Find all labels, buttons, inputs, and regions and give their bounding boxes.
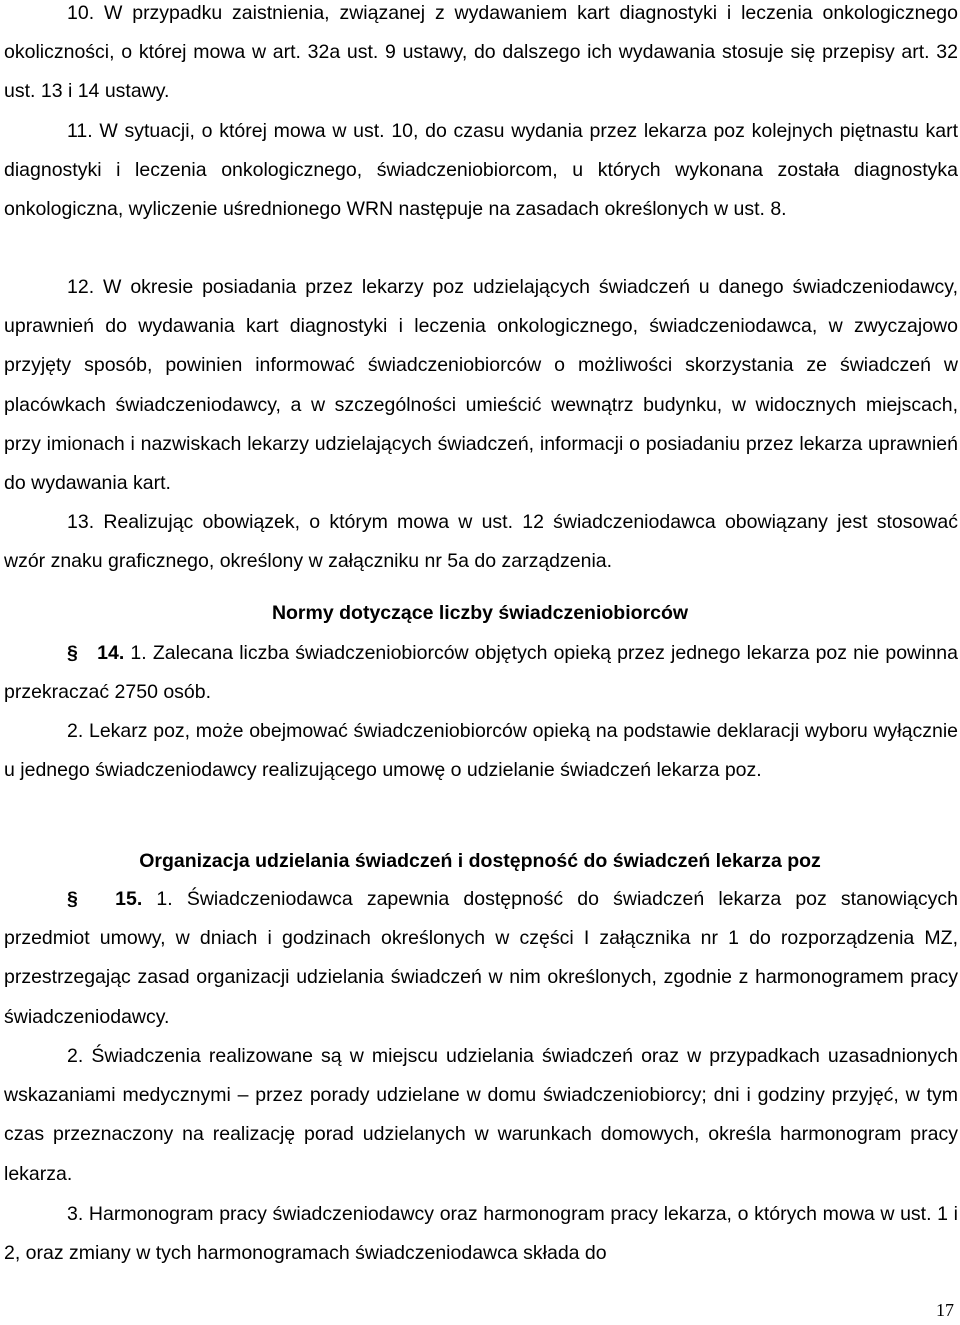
- paragraph-14-2: 2. Lekarz poz, może obejmować świadczeniobiorców opieką na podstawie deklaracji wyboru wyłącznie u jednego świadczeniodawcy realizującego umowę o udzielanie świadczeń lekarza poz.: [4, 720, 958, 782]
- page-number: 17: [936, 1300, 954, 1320]
- section-sign-15: §: [67, 888, 78, 910]
- heading-organizacja: Organizacja udzielania świadczeń i dostępność do świadczeń lekarza poz: [139, 850, 821, 872]
- paragraph-14-1-text: 1. Zalecana liczba świadczeniobiorców objętych opieką przez jednego lekarza poz nie powinna przekraczać 2750 osób.: [4, 642, 958, 704]
- paragraph-15-1-text: 1. Świadczeniodawca zapewnia dostępność do świadczeń lekarza poz stanowiących przedmiot umowy, w dniach i godzinach określonych w części I załącznika nr 1 do rozporządzenia MZ, przestrzegając zasad organizacji udzielania świadczeń w nim określonych, zgodnie z harmonogramem pracy świadczeniodawcy.: [4, 888, 958, 1028]
- paragraph-15-2: 2. Świadczenia realizowane są w miejscu udzielania świadczeń oraz w przypadkach uzasadnionych wskazaniami medycznymi – przez porady udzielane w domu świadczeniobiorcy; dni i godziny przyjęć, w tym czas przeznaczony na realizację porad udzielanych w warunkach domowych, określa harmonogram pracy lekarza.: [4, 1045, 958, 1185]
- section-number-15: 15.: [115, 888, 143, 910]
- paragraph-14-1: [4, 634, 958, 712]
- heading-normy: Normy dotyczące liczby świadczeniobiorców: [271, 602, 689, 624]
- section-sign-14: §: [67, 642, 78, 664]
- paragraph-11: 11. W sytuacji, o której mowa w ust. 10, do czasu wydania przez lekarza poz kolejnych piętnastu kart diagnostyki i leczenia onkologicznego, świadczeniobiorcom, u których wykonana została diagnostyka onkologiczna, wyliczenie uśrednionego WRN następuje na zasadach określonych w ust. 8.: [4, 120, 958, 221]
- paragraph-10: 10. W przypadku zaistnienia, związanej z wydawaniem kart diagnostyki i leczenia onkologicznego okoliczności, o której mowa w art. 32a ust. 9 ustawy, do dalszego ich wydawania stosuje się przepisy art. 32 ust. 13 i 14 ustawy.: [4, 2, 958, 103]
- paragraph-15-1: [4, 880, 958, 1037]
- paragraph-12: 12. W okresie posiadania przez lekarzy poz udzielających świadczeń u danego świadczeniodawcy, uprawnień do wydawania kart diagnostyki i leczenia onkologicznego, świadczeniodawca, w zwyczajowo przyjęty sposób, powinien informować świadczeniobiorców o możliwości skorzystania ze świadczeń w placówkach świadczeniodawcy, a w szczególności umieścić wewnątrz budynku, w widocznych miejscach, przy imionach i nazwiskach lekarzy udzielających świadczeń, informacji o posiadaniu przez lekarza uprawnień do wydawania kart.: [4, 276, 958, 495]
- paragraph-15-3: 3. Harmonogram pracy świadczeniodawcy oraz harmonogram pracy lekarza, o których mowa w ust. 1 i 2, oraz zmiany w tych harmonogramach świadczeniodawca składa do: [4, 1203, 958, 1265]
- section-number-14: 14.: [97, 642, 125, 664]
- paragraph-13: 13. Realizując obowiązek, o którym mowa w ust. 12 świadczeniodawca obowiązany jest stosować wzór znaku graficznego, określony w załączniku nr 5a do zarządzenia.: [4, 511, 958, 573]
